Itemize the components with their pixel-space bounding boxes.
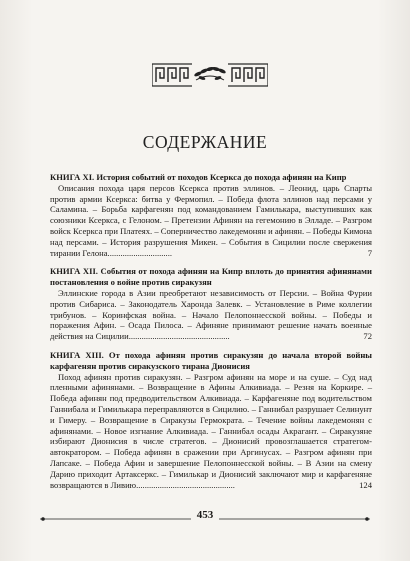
toc-entry-book-11 [50,172,372,258]
toc-entry-description-text: Описания похода царя персов Ксеркса против эллинов. – Леонид, царь Спарты против армии Ксеркса: битва у Фермопил. – Победа флота эллинов над персами у Саламина. – Борьба карфагенян под командованием Гамилькара, выступивших как союзники Ксеркса, с Гелоном. – Претензии Афинян на гегемонию в Элладе. – Разгром войск Ксеркса при Платеях. – Соперничество лакедемонян и афинян. – Победы Кимона над персами. – История разрушения Микен. – События в Сицилии после свержения тирании Гелона [50,182,372,258]
leader-dots: .............................. [107,247,172,258]
toc-entry-heading: КНИГА XIII. От похода афинян против сиракузян до начала второй войны карфагенян против сиракузского тирана Дионисия [50,349,372,371]
greek-key-laurel-ornament [152,58,268,92]
toc-entry-description [50,183,372,259]
page-number [0,509,410,521]
toc-entry-description-text: Поход афинян против сиракузян. – Разгром афинян на море и на суше. – Суд над пленными афинянами. – Возвращение в Афины Алкивиада. – Резня на Коркире. – Победа афинян под предводительством Алкивиада. – Карфагеняне под водительством Ганнибала и Гимилькара переправляются в Сицилию. – Ганнибал разрушает Селинунт и Гимеру. – Возвращение в Сиракузы Гермократа. – Течение войны лакедемонян с афинянами. – Новое изгнание Алкивиада. – Ганнибал осады Акрагант. – Сиракузяне избирают Дионисия в числе стратегов. – Дионисий провозглашается стратегом-автократором. – Победа афинян в сражении при Аргинусах. – Разгром афинян при Лапсаке. – Победа Афин и завершение Пелопоннесской войны. – В Азии на смену Дарию приходит Артаксеркс. – Гимилькар и Дионисий заключают мир и карфагеняне возвращаются в Ливию [50,371,372,490]
toc-entry-heading: КНИГА XII. События от похода афинян на Кипр вплоть до принятия афинянами постановления о войне против сиракузян [50,266,372,288]
page-title: СОДЕРЖАНИЕ [142,132,268,152]
toc-entry-description [50,288,372,342]
toc-entry-description [50,372,372,491]
toc-entry-page: 7 [367,247,372,258]
toc-entry-heading: КНИГА XI. История событий от походов Ксеркса до похода афинян на Кипр [50,172,347,182]
toc-entry-book-12 [50,266,372,342]
leader-dots: .............................................. [136,479,235,490]
toc-entry-book-13 [50,350,372,490]
toc-entry-page: 124 [359,479,372,490]
toc-entry-page: 72 [363,331,372,342]
toc-entry-description-text: Эллинские города в Азии преобретают независимость от Персии. – Война Фурии против Сибариса. – Законодатель Харонда Залевк. – Установление в Риме коллегии трибунов. – Коринфская война. – Начало Пелопоннесской войны. – Победы и поражения Афин. – Осада Пилоса. – Афиняне принимают решение начать военные действия на Сицилии [50,287,372,342]
table-of-contents [50,172,372,498]
leader-dots: ............................................... [128,331,230,342]
page-number-text: 453 [191,509,220,521]
